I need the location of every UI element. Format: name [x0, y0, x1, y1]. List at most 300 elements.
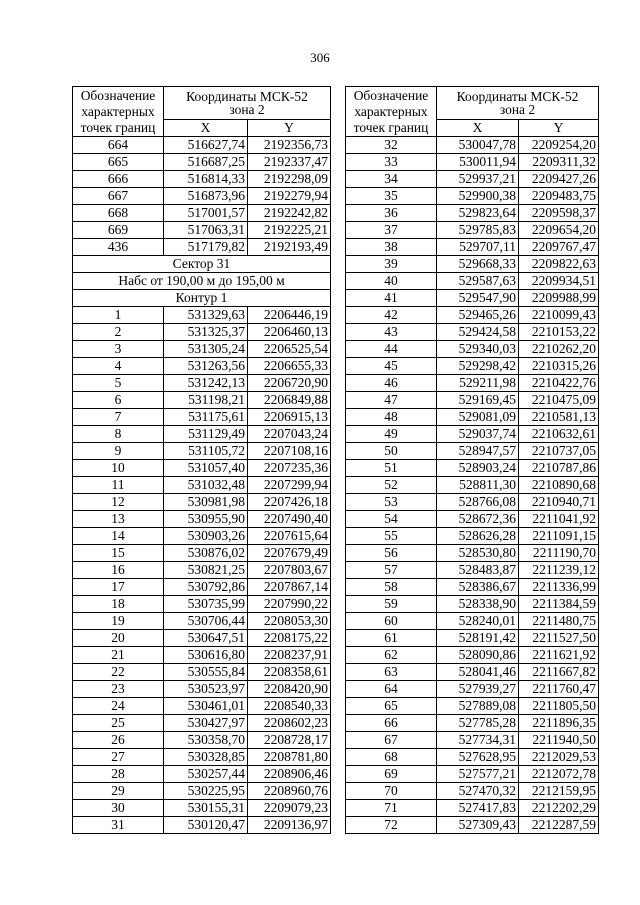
y-coordinate-cell: 2192356,73 — [248, 137, 331, 154]
table-row — [346, 528, 599, 545]
y-coordinate-cell: 2212287,59 — [519, 817, 599, 834]
table-row — [346, 460, 599, 477]
y-coordinate-cell: 2210632,61 — [519, 426, 599, 443]
x-coordinate-cell: 530328,85 — [164, 749, 248, 766]
table-row — [73, 579, 331, 596]
table-row — [346, 817, 599, 834]
table-row — [73, 358, 331, 375]
x-coordinate-cell: 530257,44 — [164, 766, 248, 783]
right-table-body — [346, 87, 599, 834]
y-coordinate-cell: 2207426,18 — [248, 494, 331, 511]
point-id-cell: 34 — [346, 171, 437, 188]
table-row — [346, 409, 599, 426]
x-coordinate-cell: 528090,86 — [437, 647, 519, 664]
x-coordinate-cell: 530047,78 — [437, 137, 519, 154]
point-id-cell: 18 — [73, 596, 164, 613]
table-row — [346, 732, 599, 749]
y-coordinate-cell: 2211239,12 — [519, 562, 599, 579]
point-id-cell: 61 — [346, 630, 437, 647]
y-coordinate-cell: 2209934,51 — [519, 273, 599, 290]
table-row — [73, 749, 331, 766]
table-row — [73, 528, 331, 545]
y-coordinate-cell: 2209767,47 — [519, 239, 599, 256]
x-coordinate-cell: 529081,09 — [437, 409, 519, 426]
point-id-cell: 59 — [346, 596, 437, 613]
x-coordinate-cell: 529823,64 — [437, 205, 519, 222]
table-row — [73, 732, 331, 749]
point-id-cell: 22 — [73, 664, 164, 681]
table-row — [73, 443, 331, 460]
point-id-cell: 4 — [73, 358, 164, 375]
point-id-cell: 667 — [73, 188, 164, 205]
x-coordinate-cell: 527417,83 — [437, 800, 519, 817]
x-coordinate-cell: 529785,83 — [437, 222, 519, 239]
y-coordinate-cell: 2211480,75 — [519, 613, 599, 630]
y-coordinate-cell: 2192242,82 — [248, 205, 331, 222]
table-row — [346, 358, 599, 375]
point-id-cell: 23 — [73, 681, 164, 698]
x-coordinate-cell: 516687,25 — [164, 154, 248, 171]
x-coordinate-cell: 529169,45 — [437, 392, 519, 409]
x-coordinate-cell: 528947,57 — [437, 443, 519, 460]
x-coordinate-cell: 531325,37 — [164, 324, 248, 341]
point-id-cell: 43 — [346, 324, 437, 341]
x-coordinate-cell: 529340,03 — [437, 341, 519, 358]
table-row — [73, 630, 331, 647]
table-row — [346, 511, 599, 528]
table-row — [73, 783, 331, 800]
x-coordinate-cell: 531105,72 — [164, 443, 248, 460]
y-coordinate-cell: 2211760,47 — [519, 681, 599, 698]
x-coordinate-cell: 530981,98 — [164, 494, 248, 511]
y-coordinate-cell: 2209654,20 — [519, 222, 599, 239]
x-coordinate-cell: 529424,58 — [437, 324, 519, 341]
x-coordinate-cell: 529547,90 — [437, 290, 519, 307]
point-id-cell: 45 — [346, 358, 437, 375]
table-row — [346, 239, 599, 256]
point-id-cell: 72 — [346, 817, 437, 834]
y-coordinate-cell: 2210262,20 — [519, 341, 599, 358]
x-header: X — [164, 120, 248, 137]
y-coordinate-cell: 2212159,95 — [519, 783, 599, 800]
table-row — [346, 613, 599, 630]
table-row — [346, 596, 599, 613]
table-row — [73, 715, 331, 732]
point-id-cell: 1 — [73, 307, 164, 324]
x-coordinate-cell: 530523,97 — [164, 681, 248, 698]
point-id-cell: 665 — [73, 154, 164, 171]
x-coordinate-cell: 528903,24 — [437, 460, 519, 477]
sector-title-row — [73, 256, 331, 273]
y-coordinate-cell: 2208781,80 — [248, 749, 331, 766]
y-coordinate-cell: 2208906,46 — [248, 766, 331, 783]
x-coordinate-cell: 531057,40 — [164, 460, 248, 477]
sector-height-range-row — [73, 273, 331, 290]
y-coordinate-cell: 2207615,64 — [248, 528, 331, 545]
sector-height-range: Набс от 190,00 м до 195,00 м — [73, 273, 331, 290]
point-id-cell: 57 — [346, 562, 437, 579]
x-coordinate-cell: 528672,36 — [437, 511, 519, 528]
y-coordinate-cell: 2207990,22 — [248, 596, 331, 613]
designation-line-1: Обозначение — [353, 87, 429, 103]
point-id-cell: 50 — [346, 443, 437, 460]
point-id-cell: 63 — [346, 664, 437, 681]
x-coordinate-cell: 530903,26 — [164, 528, 248, 545]
y-coordinate-cell: 2211621,92 — [519, 647, 599, 664]
y-coordinate-cell: 2209988,99 — [519, 290, 599, 307]
y-coordinate-cell: 2208728,17 — [248, 732, 331, 749]
x-coordinate-cell: 529465,26 — [437, 307, 519, 324]
table-row — [346, 341, 599, 358]
table-row — [346, 375, 599, 392]
y-coordinate-cell: 2192337,47 — [248, 154, 331, 171]
x-coordinate-cell: 528811,30 — [437, 477, 519, 494]
y-coordinate-cell: 2192193,49 — [248, 239, 331, 256]
x-coordinate-cell: 527785,28 — [437, 715, 519, 732]
point-id-cell: 68 — [346, 749, 437, 766]
x-coordinate-cell: 530735,99 — [164, 596, 248, 613]
contour-label: Контур 1 — [73, 290, 331, 307]
table-row — [346, 749, 599, 766]
point-id-cell: 16 — [73, 562, 164, 579]
table-row — [73, 392, 331, 409]
table-row — [346, 681, 599, 698]
y-coordinate-cell: 2211190,70 — [519, 545, 599, 562]
point-id-cell: 8 — [73, 426, 164, 443]
x-coordinate-cell: 528530,80 — [437, 545, 519, 562]
point-id-cell: 33 — [346, 154, 437, 171]
x-coordinate-cell: 531263,56 — [164, 358, 248, 375]
x-coordinate-cell: 529707,11 — [437, 239, 519, 256]
point-id-cell: 7 — [73, 409, 164, 426]
table-row — [73, 562, 331, 579]
x-coordinate-cell: 529937,21 — [437, 171, 519, 188]
point-id-cell: 55 — [346, 528, 437, 545]
table-row — [73, 307, 331, 324]
table-row — [346, 562, 599, 579]
table-row — [73, 341, 331, 358]
table-row — [73, 664, 331, 681]
point-id-cell: 38 — [346, 239, 437, 256]
x-coordinate-cell: 530647,51 — [164, 630, 248, 647]
x-coordinate-cell: 527628,95 — [437, 749, 519, 766]
point-id-cell: 58 — [346, 579, 437, 596]
point-id-cell: 48 — [346, 409, 437, 426]
y-header: Y — [248, 120, 331, 137]
x-coordinate-cell: 530616,80 — [164, 647, 248, 664]
table-row — [346, 222, 599, 239]
x-coordinate-cell: 531175,61 — [164, 409, 248, 426]
table-row — [346, 154, 599, 171]
point-id-cell: 20 — [73, 630, 164, 647]
table-row — [346, 477, 599, 494]
x-coordinate-cell: 528386,67 — [437, 579, 519, 596]
x-coordinate-cell: 531242,13 — [164, 375, 248, 392]
y-coordinate-cell: 2192225,21 — [248, 222, 331, 239]
point-id-cell: 35 — [346, 188, 437, 205]
y-coordinate-cell: 2207108,16 — [248, 443, 331, 460]
y-coordinate-cell: 2209079,23 — [248, 800, 331, 817]
table-row — [73, 800, 331, 817]
table-row — [346, 766, 599, 783]
point-id-cell: 42 — [346, 307, 437, 324]
y-coordinate-cell: 2206525,54 — [248, 341, 331, 358]
y-coordinate-cell: 2208960,76 — [248, 783, 331, 800]
y-coordinate-cell: 2211805,50 — [519, 698, 599, 715]
y-coordinate-cell: 2211527,50 — [519, 630, 599, 647]
y-coordinate-cell: 2207299,94 — [248, 477, 331, 494]
y-coordinate-cell: 2206460,13 — [248, 324, 331, 341]
table-row — [73, 494, 331, 511]
y-coordinate-cell: 2209822,63 — [519, 256, 599, 273]
x-coordinate-cell: 527939,27 — [437, 681, 519, 698]
table-row — [73, 324, 331, 341]
point-id-cell: 19 — [73, 613, 164, 630]
point-id-cell: 29 — [73, 783, 164, 800]
y-coordinate-cell: 2210940,71 — [519, 494, 599, 511]
y-coordinate-cell: 2212072,78 — [519, 766, 599, 783]
point-id-cell: 21 — [73, 647, 164, 664]
table-row — [73, 681, 331, 698]
table-row — [346, 307, 599, 324]
y-coordinate-cell: 2207043,24 — [248, 426, 331, 443]
x-coordinate-cell: 530155,31 — [164, 800, 248, 817]
table-row — [73, 511, 331, 528]
y-coordinate-cell: 2192279,94 — [248, 188, 331, 205]
y-coordinate-cell: 2208602,23 — [248, 715, 331, 732]
point-id-cell: 65 — [346, 698, 437, 715]
x-coordinate-cell: 531329,63 — [164, 307, 248, 324]
table-row — [73, 698, 331, 715]
y-coordinate-cell: 2208420,90 — [248, 681, 331, 698]
x-coordinate-cell: 529037,74 — [437, 426, 519, 443]
y-coordinate-cell: 2208540,33 — [248, 698, 331, 715]
x-coordinate-cell: 528041,46 — [437, 664, 519, 681]
y-coordinate-cell: 2207490,40 — [248, 511, 331, 528]
designation-line-3: точек границ — [353, 119, 429, 135]
y-coordinate-cell: 2206915,13 — [248, 409, 331, 426]
point-id-cell: 60 — [346, 613, 437, 630]
point-id-cell: 46 — [346, 375, 437, 392]
x-coordinate-cell: 529587,63 — [437, 273, 519, 290]
left-table-body — [73, 87, 331, 834]
point-id-cell: 12 — [73, 494, 164, 511]
table-row — [73, 205, 331, 222]
right-coordinates-table — [345, 86, 599, 834]
x-coordinate-cell: 531305,24 — [164, 341, 248, 358]
x-coordinate-cell: 530821,25 — [164, 562, 248, 579]
point-id-cell: 49 — [346, 426, 437, 443]
point-id-cell: 3 — [73, 341, 164, 358]
y-coordinate-cell: 2211896,35 — [519, 715, 599, 732]
y-coordinate-cell: 2212029,53 — [519, 749, 599, 766]
point-id-cell: 28 — [73, 766, 164, 783]
y-coordinate-cell: 2208175,22 — [248, 630, 331, 647]
x-coordinate-cell: 530792,86 — [164, 579, 248, 596]
y-coordinate-cell: 2212202,29 — [519, 800, 599, 817]
point-id-cell: 40 — [346, 273, 437, 290]
designation-header — [346, 87, 437, 137]
x-coordinate-cell: 530120,47 — [164, 817, 248, 834]
y-coordinate-cell: 2207235,36 — [248, 460, 331, 477]
table-row — [73, 817, 331, 834]
coordinates-header — [164, 87, 331, 120]
y-coordinate-cell: 2208237,91 — [248, 647, 331, 664]
table-row — [73, 477, 331, 494]
x-coordinate-cell: 530876,02 — [164, 545, 248, 562]
point-id-cell: 39 — [346, 256, 437, 273]
y-coordinate-cell: 2211041,92 — [519, 511, 599, 528]
point-id-cell: 52 — [346, 477, 437, 494]
x-header: X — [437, 120, 519, 137]
page-number: 306 — [310, 50, 330, 65]
y-coordinate-cell: 2210787,86 — [519, 460, 599, 477]
table-row — [346, 137, 599, 154]
x-coordinate-cell: 527470,32 — [437, 783, 519, 800]
x-coordinate-cell: 530461,01 — [164, 698, 248, 715]
table-row — [73, 460, 331, 477]
point-id-cell: 664 — [73, 137, 164, 154]
sector-title: Сектор 31 — [73, 256, 331, 273]
coordinates-title: Координаты МСК-52 — [456, 88, 579, 104]
x-coordinate-cell: 529298,42 — [437, 358, 519, 375]
point-id-cell: 25 — [73, 715, 164, 732]
y-coordinate-cell: 2206446,19 — [248, 307, 331, 324]
point-id-cell: 44 — [346, 341, 437, 358]
point-id-cell: 56 — [346, 545, 437, 562]
table-row — [346, 426, 599, 443]
point-id-cell: 31 — [73, 817, 164, 834]
table-row — [346, 392, 599, 409]
y-coordinate-cell: 2210737,05 — [519, 443, 599, 460]
y-coordinate-cell: 2210422,76 — [519, 375, 599, 392]
y-coordinate-cell: 2211384,59 — [519, 596, 599, 613]
point-id-cell: 32 — [346, 137, 437, 154]
point-id-cell: 24 — [73, 698, 164, 715]
y-coordinate-cell: 2209483,75 — [519, 188, 599, 205]
table-row — [346, 545, 599, 562]
table-row — [346, 494, 599, 511]
table-row — [346, 698, 599, 715]
table-row — [346, 443, 599, 460]
x-coordinate-cell: 516814,33 — [164, 171, 248, 188]
point-id-cell: 64 — [346, 681, 437, 698]
designation-line-2: характерных — [354, 103, 428, 119]
point-id-cell: 666 — [73, 171, 164, 188]
y-coordinate-cell: 2210581,13 — [519, 409, 599, 426]
table-row — [346, 205, 599, 222]
y-header: Y — [519, 120, 599, 137]
x-coordinate-cell: 528483,87 — [437, 562, 519, 579]
point-id-cell: 2 — [73, 324, 164, 341]
point-id-cell: 62 — [346, 647, 437, 664]
point-id-cell: 53 — [346, 494, 437, 511]
header-row — [346, 87, 599, 120]
y-coordinate-cell: 2209254,20 — [519, 137, 599, 154]
point-id-cell: 668 — [73, 205, 164, 222]
table-row — [73, 426, 331, 443]
x-coordinate-cell: 530358,70 — [164, 732, 248, 749]
x-coordinate-cell: 531198,21 — [164, 392, 248, 409]
x-coordinate-cell: 528626,28 — [437, 528, 519, 545]
table-row — [73, 171, 331, 188]
table-row — [73, 596, 331, 613]
y-coordinate-cell: 2206720,90 — [248, 375, 331, 392]
designation-header — [73, 87, 164, 137]
table-row — [346, 664, 599, 681]
point-id-cell: 14 — [73, 528, 164, 545]
table-row — [73, 766, 331, 783]
coordinates-header — [437, 87, 599, 120]
y-coordinate-cell: 2208053,30 — [248, 613, 331, 630]
y-coordinate-cell: 2206655,33 — [248, 358, 331, 375]
x-coordinate-cell: 530011,94 — [437, 154, 519, 171]
x-coordinate-cell: 516627,74 — [164, 137, 248, 154]
table-row — [346, 273, 599, 290]
point-id-cell: 6 — [73, 392, 164, 409]
y-coordinate-cell: 2210475,09 — [519, 392, 599, 409]
table-row — [73, 647, 331, 664]
y-coordinate-cell: 2211091,15 — [519, 528, 599, 545]
table-row — [73, 409, 331, 426]
point-id-cell: 36 — [346, 205, 437, 222]
table-row — [73, 154, 331, 171]
point-id-cell: 66 — [346, 715, 437, 732]
x-coordinate-cell: 531129,49 — [164, 426, 248, 443]
point-id-cell: 47 — [346, 392, 437, 409]
x-coordinate-cell: 530955,90 — [164, 511, 248, 528]
x-coordinate-cell: 527734,31 — [437, 732, 519, 749]
table-row — [73, 222, 331, 239]
table-row — [73, 239, 331, 256]
contour-label-row — [73, 290, 331, 307]
point-id-cell: 669 — [73, 222, 164, 239]
table-row — [346, 800, 599, 817]
point-id-cell: 26 — [73, 732, 164, 749]
table-row — [346, 171, 599, 188]
y-coordinate-cell: 2209598,37 — [519, 205, 599, 222]
y-coordinate-cell: 2211336,99 — [519, 579, 599, 596]
x-coordinate-cell: 530706,44 — [164, 613, 248, 630]
table-row — [346, 783, 599, 800]
point-id-cell: 30 — [73, 800, 164, 817]
y-coordinate-cell: 2206849,88 — [248, 392, 331, 409]
point-id-cell: 17 — [73, 579, 164, 596]
y-coordinate-cell: 2211667,82 — [519, 664, 599, 681]
x-coordinate-cell: 529211,98 — [437, 375, 519, 392]
point-id-cell: 71 — [346, 800, 437, 817]
x-coordinate-cell: 517179,82 — [164, 239, 248, 256]
point-id-cell: 51 — [346, 460, 437, 477]
x-coordinate-cell: 531032,48 — [164, 477, 248, 494]
header-row — [73, 87, 331, 120]
coordinates-zone: зона 2 — [499, 102, 536, 117]
point-id-cell: 27 — [73, 749, 164, 766]
left-coordinates-table — [72, 86, 331, 834]
y-coordinate-cell: 2209427,26 — [519, 171, 599, 188]
x-coordinate-cell: 528766,08 — [437, 494, 519, 511]
x-coordinate-cell: 529668,33 — [437, 256, 519, 273]
y-coordinate-cell: 2192298,09 — [248, 171, 331, 188]
y-coordinate-cell: 2207679,49 — [248, 545, 331, 562]
point-id-cell: 5 — [73, 375, 164, 392]
x-coordinate-cell: 530555,84 — [164, 664, 248, 681]
point-id-cell: 10 — [73, 460, 164, 477]
y-coordinate-cell: 2211940,50 — [519, 732, 599, 749]
x-coordinate-cell: 517063,31 — [164, 222, 248, 239]
x-coordinate-cell: 530225,95 — [164, 783, 248, 800]
point-id-cell: 67 — [346, 732, 437, 749]
